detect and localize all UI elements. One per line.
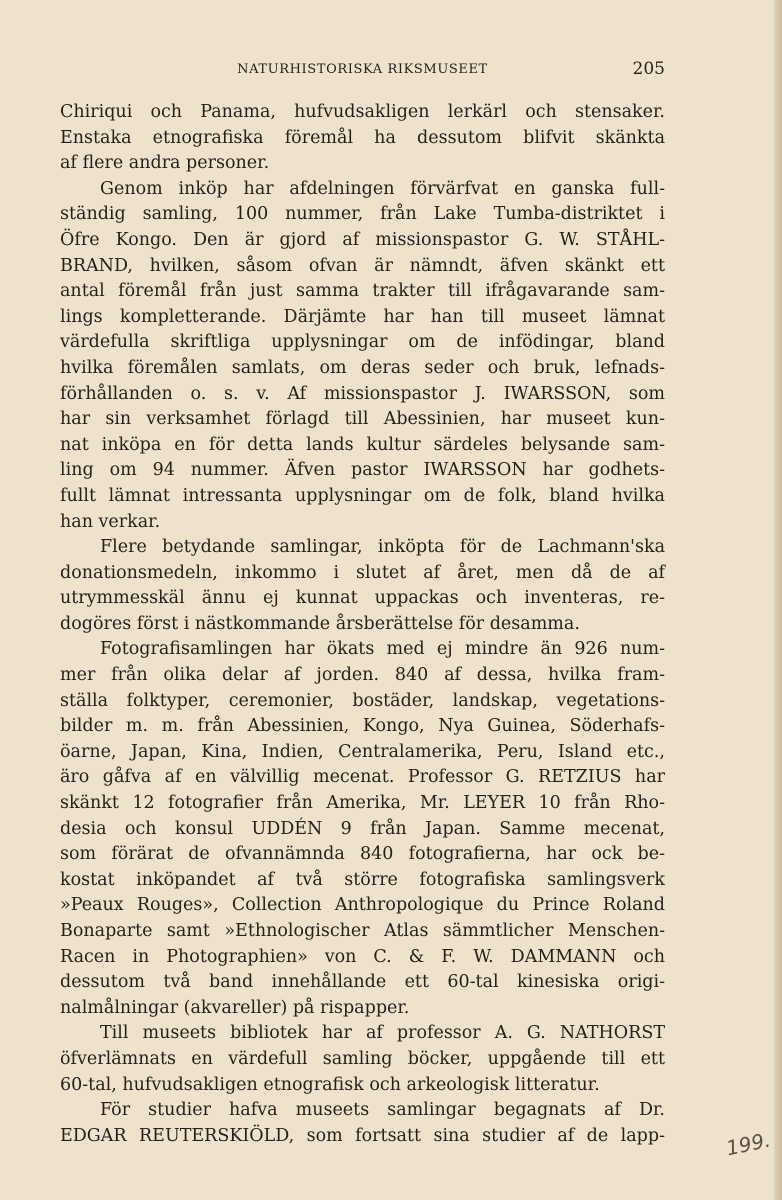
text-line: »Peaux Rouges», Collection Anthropologique du Prince Roland: [60, 895, 665, 916]
text-line: Chiriqui och Panama, hufvudsakligen lerkärl och stensaker.: [60, 102, 665, 122]
text-line: öarne, Japan, Kina, Indien, Centralamerika, Peru, Island etc.,: [60, 741, 665, 762]
text-line: Fotografisamlingen har ökats med ej mindre än 926 num-: [100, 639, 665, 660]
text-line: öfverlämnats en värdefull samling böcker, uppgående till ett: [60, 1048, 665, 1069]
text-line: ling om 94 nummer. Äfven pastor IWARSSON har godhets-: [60, 460, 665, 481]
text-line: äro gåfva af en välvillig mecenat. Professor G. RETZIUS har: [60, 767, 665, 788]
text-line: Racen in Photographien» von C. & F. W. DAMMANN och: [60, 946, 665, 967]
text-line: Flere betydande samlingar, inköpta för de Lachmann'ska: [100, 537, 665, 558]
text-line: utrymmesskäl ännu ej kunnat uppackas och inventeras, re-: [60, 588, 665, 609]
text-line: dogöres först i nästkommande årsberättelse för desamma.: [60, 613, 580, 634]
text-line: värdefulla skriftliga upplysningar om de infödingar, bland: [60, 332, 665, 353]
text-line: bilder m. m. från Abessinien, Kongo, Nya Guinea, Söderhafs-: [60, 716, 665, 737]
text-line: EDGAR REUTERSKIÖLD, som fortsatt sina studier af de lapp-: [60, 1125, 665, 1146]
text-line: som förärat de ofvannämnda 840 fotografierna, har ock be-: [60, 844, 665, 865]
text-line: han verkar.: [60, 511, 161, 532]
text-line: donationsmedeln, inkommo i slutet af året, men då de af: [60, 562, 665, 583]
text-line: fullt lämnat intressanta upplysningar om de folk, bland hvilka: [60, 485, 665, 506]
text-line: förhållanden o. s. v. Af missionspastor J. IWARSSON, som: [60, 383, 665, 404]
text-line: dessutom två band innehållande ett 60-tal kinesiska origi-: [60, 972, 665, 993]
handwritten-folio-note: 199.: [723, 1127, 773, 1161]
text-line: ständig samling, 100 nummer, från Lake Tumba-distriktet i: [60, 204, 665, 225]
text-line: ställa folktyper, ceremonier, bostäder, landskap, vegetations-: [60, 690, 665, 711]
text-line: kostat inköpandet af två större fotografiska samlingsverk: [60, 869, 665, 890]
text-line: Till museets bibliotek har af professor A. G. NATHORST: [100, 1023, 665, 1044]
text-line: skänkt 12 fotografier från Amerika, Mr. LEYER 10 från Rho-: [60, 793, 665, 814]
text-line: af flere andra personer.: [60, 153, 270, 174]
page-header: [60, 59, 665, 82]
text-line: nat inköpa en för detta lands kultur särdeles belysande sam-: [60, 434, 665, 455]
text-line: Genom inköp har afdelningen förvärfvat en ganska full-: [100, 178, 665, 199]
text-line: desia och konsul UDDÉN 9 från Japan. Samme mecenat,: [60, 818, 665, 839]
text-line: har sin verksamhet förlagd till Abessinien, har museet kun-: [60, 409, 665, 430]
text-line: BRAND, hvilken, såsom ofvan är nämndt, äfven skänkt ett: [60, 255, 665, 276]
text-line: För studier hafva museets samlingar begagnats af Dr.: [100, 1100, 665, 1121]
text-line: antal föremål från just samma trakter till ifrågavarande sam-: [60, 281, 665, 302]
page-edge-shadow: [774, 0, 782, 1200]
text-line: Enstaka etnografiska föremål ha dessutom blifvit skänkta: [60, 127, 665, 148]
text-line: nalmålningar (akvareller) på rispapper.: [60, 997, 410, 1018]
text-line: lings kompletterande. Därjämte har han till museet lämnat: [60, 306, 665, 327]
running-title: NATURHISTORISKA RIKSMUSEET: [237, 62, 488, 77]
text-line: mer från olika delar af jorden. 840 af dessa, hvilka fram-: [60, 665, 665, 686]
text-line: hvilka föremålen samlats, om deras seder och bruk, lefnads-: [60, 357, 665, 378]
text-line: Öfre Kongo. Den är gjord af missionspastor G. W. STÅHL-: [60, 229, 665, 250]
body-text: [60, 100, 665, 1149]
text-line: 60-tal, hufvudsakligen etnografisk och arkeologisk litteratur.: [60, 1074, 600, 1095]
page-number: 205: [632, 59, 665, 79]
text-line: Bonaparte samt »Ethnologischer Atlas sämmtlicher Menschen-: [60, 921, 665, 941]
